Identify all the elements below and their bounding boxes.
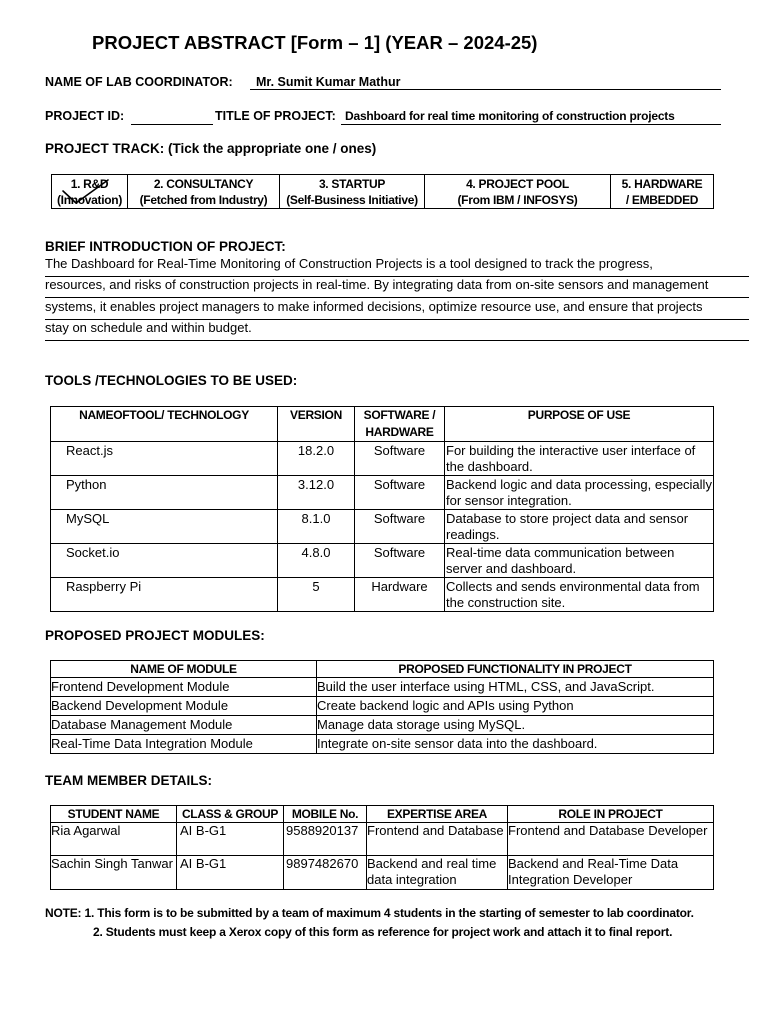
track-option-hardware[interactable] — [611, 175, 714, 209]
intro-heading: BRIEF INTRODUCTION OF PROJECT: — [45, 239, 286, 254]
intro-rule — [45, 297, 749, 298]
tool-purpose: Backend logic and data processing, especially for sensor integration. — [446, 477, 712, 508]
coordinator-underline — [250, 89, 721, 90]
team-header-mobile: MOBILE No. — [284, 806, 367, 823]
checkmark-icon — [60, 177, 112, 207]
table-row — [51, 735, 714, 754]
table-row — [51, 476, 714, 510]
member-mobile: 9588920137 — [284, 823, 367, 856]
tool-type: Software — [355, 442, 445, 476]
table-row — [51, 544, 714, 578]
tools-table — [50, 406, 714, 612]
member-name: Ria Agarwal — [51, 823, 177, 856]
team-header-role: ROLE IN PROJECT — [508, 806, 714, 823]
tool-type: Software — [355, 544, 445, 578]
table-row — [51, 510, 714, 544]
tool-version: 4.8.0 — [278, 544, 355, 578]
team-table — [50, 805, 714, 890]
module-functionality: Manage data storage using MySQL. — [317, 716, 714, 735]
tool-purpose: For building the interactive user interface of the dashboard. — [445, 442, 714, 476]
note-line-1: NOTE: 1. This form is to be submitted by a team of maximum 4 students in the starting of semester to lab coordinator. — [45, 906, 694, 920]
table-row — [51, 856, 714, 890]
tool-type: Hardware — [355, 578, 445, 612]
track-option-consultancy[interactable] — [128, 175, 280, 209]
note-line-2: 2. Students must keep a Xerox copy of this form as reference for project work and attach it to final report. — [93, 925, 673, 939]
tools-heading: TOOLS /TECHNOLOGIES TO BE USED: — [45, 373, 298, 388]
tools-header-name: NAMEOFTOOL/ TECHNOLOGY — [51, 407, 278, 442]
modules-heading: PROPOSED PROJECT MODULES: — [45, 628, 265, 643]
table-row — [51, 442, 714, 476]
project-title-value: Dashboard for real time monitoring of construction projects — [345, 109, 675, 123]
track-option-line2: (Innovation) — [56, 193, 123, 207]
intro-line: systems, it enables project managers to make informed decisions, optimize resource use, and ensure that projects — [45, 299, 703, 314]
tool-name: Raspberry Pi — [51, 578, 278, 612]
track-option-line1: 5. HARDWARE — [621, 177, 703, 191]
track-option-line2: (From IBM / INFOSYS) — [457, 193, 578, 207]
tool-version: 18.2.0 — [278, 442, 355, 476]
tool-name: MySQL — [51, 510, 278, 544]
module-functionality: Build the user interface using HTML, CSS, and JavaScript. — [317, 678, 714, 697]
modules-table — [50, 660, 714, 754]
track-option-line2: / EMBEDDED — [625, 193, 699, 207]
intro-line: resources, and risks of construction projects in real-time. By integrating data from on-site sensors and management — [45, 277, 709, 292]
member-class: AI B-G1 — [177, 856, 284, 890]
tool-type: Software — [355, 510, 445, 544]
intro-line: The Dashboard for Real-Time Monitoring of Construction Projects is a tool designed to track the progress, — [45, 256, 653, 271]
track-option-line2: (Self-Business Initiative) — [286, 193, 418, 207]
track-option-rnd[interactable] — [52, 175, 128, 209]
track-option-line1: 1. R&D — [70, 177, 109, 191]
track-option-line2: (Fetched from Industry) — [139, 193, 268, 207]
project-id-underline — [131, 124, 213, 125]
tool-type: Software — [355, 476, 445, 510]
module-name: Frontend Development Module — [51, 678, 317, 697]
track-option-startup[interactable] — [280, 175, 425, 209]
track-option-line1: 3. STARTUP — [318, 177, 386, 191]
project-title-label: TITLE OF PROJECT: — [215, 109, 336, 123]
member-class: AI B-G1 — [177, 823, 284, 856]
tool-version: 5 — [278, 578, 355, 612]
coordinator-value: Mr. Sumit Kumar Mathur — [256, 75, 401, 89]
team-header-expertise: EXPERTISE AREA — [367, 806, 508, 823]
track-option-line1: 4. PROJECT POOL — [466, 177, 569, 191]
module-name: Backend Development Module — [51, 697, 317, 716]
module-name: Real-Time Data Integration Module — [51, 735, 317, 754]
team-header-name: STUDENT NAME — [51, 806, 177, 823]
tool-name: Socket.io — [51, 544, 278, 578]
member-mobile: 9897482670 — [284, 856, 367, 890]
track-heading: PROJECT TRACK: (Tick the appropriate one / ones) — [45, 141, 377, 156]
member-name: Sachin Singh Tanwar — [51, 856, 177, 890]
team-heading: TEAM MEMBER DETAILS: — [45, 773, 212, 788]
project-track-table — [51, 174, 714, 209]
module-name: Database Management Module — [51, 716, 317, 735]
member-expertise: Backend and real time data integration — [367, 856, 508, 890]
modules-header-name: NAME OF MODULE — [51, 661, 317, 678]
intro-rule — [45, 340, 749, 341]
tool-version: 8.1.0 — [278, 510, 355, 544]
tool-version: 3.12.0 — [278, 476, 355, 510]
tool-name: React.js — [51, 442, 278, 476]
page-title: PROJECT ABSTRACT [Form – 1] (YEAR – 2024-25) — [92, 32, 538, 53]
intro-line: stay on schedule and within budget. — [45, 320, 252, 335]
modules-header-functionality: PROPOSED FUNCTIONALITY IN PROJECT — [317, 661, 714, 678]
tool-purpose: Database to store project data and sensor readings. — [445, 510, 714, 544]
table-row — [51, 578, 714, 612]
track-option-line1: 2. CONSULTANCY — [153, 177, 254, 191]
track-option-project-pool[interactable] — [425, 175, 611, 209]
project-id-label: PROJECT ID: — [45, 109, 125, 123]
table-row — [51, 678, 714, 697]
module-functionality: Integrate on-site sensor data into the dashboard. — [317, 735, 714, 754]
tool-name: Python — [51, 476, 278, 510]
project-title-underline — [341, 124, 721, 125]
table-row — [51, 697, 714, 716]
tools-header-version: VERSION — [278, 407, 355, 442]
table-row — [51, 823, 714, 856]
tools-header-purpose: PURPOSE OF USE — [445, 407, 714, 442]
member-role: Frontend and Database Developer — [508, 823, 714, 856]
member-expertise: Frontend and Database — [367, 823, 508, 856]
tool-purpose: Real-time data communication between server and dashboard. — [445, 544, 714, 578]
team-header-class: CLASS & GROUP — [177, 806, 284, 823]
member-role: Backend and Real-Time Data Integration Developer — [508, 856, 714, 890]
module-functionality: Create backend logic and APIs using Python — [317, 697, 714, 716]
table-row — [51, 716, 714, 735]
tool-purpose: Collects and sends environmental data from the construction site. — [445, 578, 714, 612]
tools-header-type: SOFTWARE / HARDWARE — [355, 407, 445, 442]
coordinator-label: NAME OF LAB COORDINATOR: — [45, 75, 233, 89]
